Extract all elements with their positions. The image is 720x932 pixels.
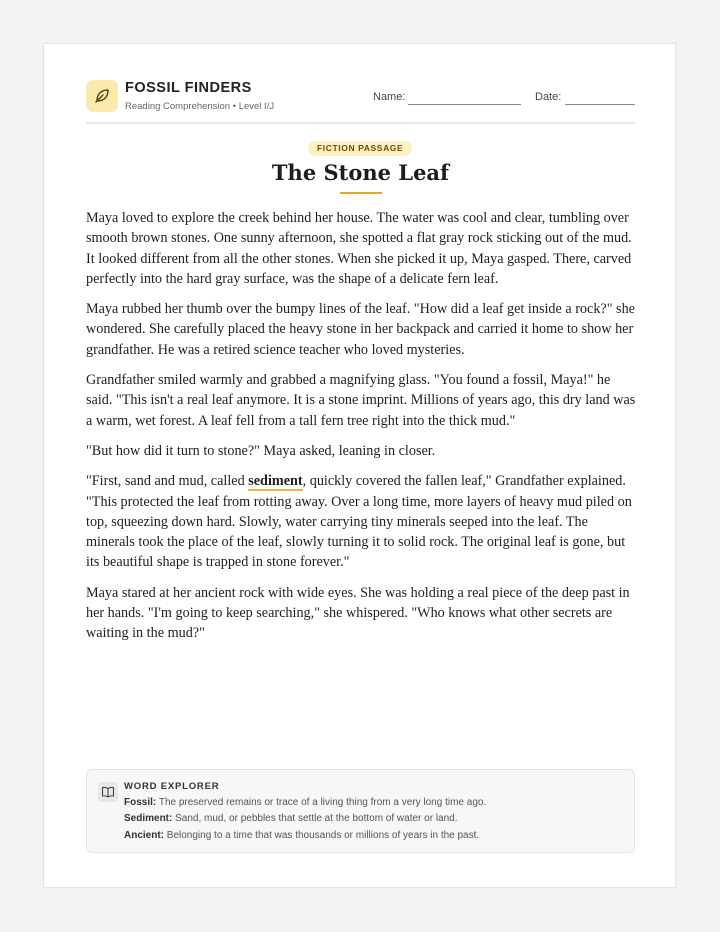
definition-term: Fossil: — [124, 797, 157, 808]
word-explorer-title: WORD EXPLORER — [124, 781, 220, 792]
definition-text: Belonging to a time that was thousands or millions of years in the past. — [166, 830, 480, 841]
paragraph: Maya rubbed her thumb over the bumpy lines of the leaf. "How did a leaf get inside a rock?" she wondered. She carefully placed the heavy stone in her backpack and carried it home to show her grandfather. He was a retired science teacher who loved mysteries. — [86, 301, 635, 358]
paragraph — [86, 471, 639, 572]
definition-term: Ancient: — [124, 830, 164, 841]
definition-text: The preserved remains or trace of a living thing from a very long time ago. — [158, 797, 487, 808]
brand-title: FOSSIL FINDERS — [125, 80, 252, 96]
name-label: Name: — [373, 91, 406, 103]
story-passage — [86, 208, 639, 654]
definition-fossil — [124, 797, 486, 808]
vocab-word-sediment[interactable]: sediment — [248, 473, 303, 490]
worksheet-page — [43, 43, 676, 888]
paragraph-text: "First, sand and mud, called — [86, 473, 249, 490]
leaf-icon — [93, 87, 111, 105]
paragraph-text: , quickly covered the fallen leaf," Grandfather explained. "This protected the leaf from rotting away. Over a long time, more layers of heavy mud piled on top, squeezing down hard. Slowly, water carrying tiny minerals seeped into the leaf. The minerals took the place of the leaf, slowly turning it to solid rock. The original leaf is gone, but its beautiful shape is trapped in stone forever." — [86, 473, 632, 571]
story-title: The Stone Leaf — [271, 160, 450, 185]
definition-ancient — [124, 830, 479, 841]
paragraph: Maya stared at her ancient rock with wide eyes. She was holding a real piece of the deep past in her hands. "I'm going to keep searching," she whispered. "Who knows what other secrets are waiting in the mud?" — [86, 584, 630, 642]
name-field[interactable] — [408, 104, 521, 105]
paragraph: Maya loved to explore the creek behind her house. The water was cool and clear, tumbling over smooth brown stones. One sunny afternoon, she spotted a flat gray rock sticking out of the mud. It looked different from all the other stones. When she picked it up, Maya gasped. There, carved perfectly into the hard gray surface, was the shape of a delicate fern leaf. — [86, 210, 632, 287]
brand-subtitle: Reading Comprehension • Level I/J — [125, 101, 275, 112]
passage-type-badge: FICTION PASSAGE — [308, 141, 412, 156]
date-label: Date: — [535, 91, 562, 103]
paragraph: "But how did it turn to stone?" Maya asked, leaning in closer. — [86, 442, 436, 459]
paragraph: Grandfather smiled warmly and grabbed a magnifying glass. "You found a fossil, Maya!" he said. "This isn't a real leaf anymore. It is a stone imprint. Millions of years ago, this dry land was a warm, wet forest. A leaf fell from a tall fern tree right into the thick mud." — [86, 372, 636, 429]
book-icon — [101, 785, 115, 799]
worksheet-header — [86, 80, 635, 124]
definition-text: Sand, mud, or pebbles that settle at the bottom of water or land. — [175, 813, 458, 824]
explorer-icon-badge — [98, 782, 118, 802]
definition-term: Sediment: — [124, 813, 173, 824]
logo-badge — [86, 80, 118, 112]
word-explorer-box — [86, 769, 635, 853]
definition-sediment — [124, 813, 458, 824]
title-underline — [340, 192, 382, 194]
date-field[interactable] — [565, 104, 635, 105]
